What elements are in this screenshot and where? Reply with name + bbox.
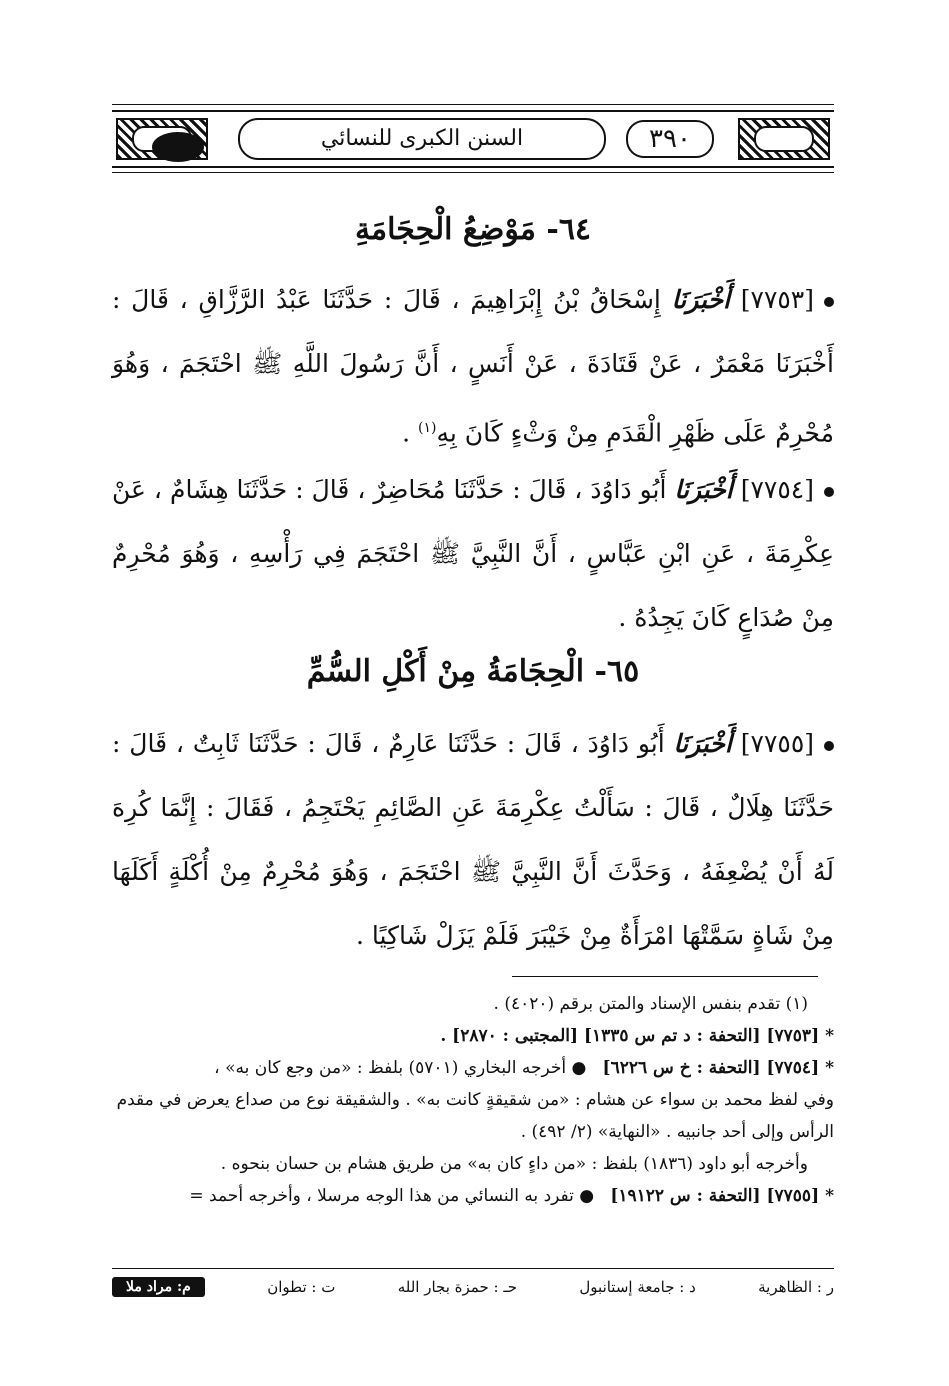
hadith-7753 (112, 268, 834, 465)
hadith-intro: أَخْبَرَنَا (671, 285, 730, 314)
takhrij-7755 (112, 1180, 834, 1212)
hadith-number: [٧٧٥٥] (740, 729, 815, 758)
star-icon: * (825, 1026, 834, 1046)
hadith-7754 (112, 458, 834, 650)
siglum-h: حـ : حمزة بجار الله (397, 1278, 518, 1296)
bottom-rule (112, 1268, 834, 1269)
takhrij-7754 (112, 1052, 834, 1084)
takhrij-7755-ref: [٧٧٥٥] [التحفة : س ١٩١٢٢] (610, 1186, 820, 1206)
hadith-intro: أَخْبَرَنَا (673, 729, 732, 758)
siglum-d: د : جامعة إستانبول (579, 1278, 696, 1296)
bullet-icon (824, 487, 834, 497)
siglum-r: ر : الظاهرية (758, 1278, 834, 1296)
hadith-7755 (112, 712, 834, 968)
page-header (112, 110, 834, 168)
footnote-rule (512, 976, 818, 977)
bullet-icon (824, 741, 834, 751)
siglum-t: ت : تطوان (267, 1278, 336, 1296)
takhrij-7754-d: وأخرجه أبو داود (١٨٣٦) بلفظ : «من داءٍ كان به» من طريق هشام بن حسان بنحوه . (220, 1154, 808, 1174)
hadith-number: [٧٧٥٤] (740, 475, 814, 504)
manuscript-sigla-bar (112, 1272, 834, 1302)
chapter-title-64: ٦٤- مَوْضِعُ الْحِجَامَةِ (354, 212, 592, 247)
takhrij-7754-b: ● أخرجه البخاري (٥٧٠١) بلفظ : «من وجع كان به» ، (214, 1058, 587, 1078)
book-title: السنن الكبرى للنسائي (238, 118, 606, 160)
ornament-left-icon (116, 118, 208, 160)
hadith-end: . (402, 418, 419, 448)
star-icon: * (825, 1186, 834, 1206)
takhrij-7753 (112, 1020, 834, 1052)
siglum-m-badge: م: مراد ملا (112, 1277, 205, 1297)
star-icon: * (825, 1058, 834, 1078)
ornament-left-frame (132, 126, 192, 152)
takhrij-7755-b: ● تفرد به النسائي من هذا الوجه مرسلا ، وأخرجه أحمد = (189, 1186, 595, 1206)
bullet-icon (824, 297, 834, 307)
takhrij-7754-ref: [٧٧٥٤] [التحفة : خ س ٦٢٢٦] (602, 1058, 820, 1078)
header-rule-bottom (112, 172, 834, 173)
hadith-text: أَبُو دَاوُدَ ، قَالَ : حَدَّثَنَا مُحَاضِرٌ ، قَالَ : حَدَّثَنَا هِشَامٌ ، عَنْ عِكْرِمَةَ ، عَنِ ابْنِ عَبَّاسٍ ، أَنَّ النَّبِيَّ ﷺ احْتَجَمَ فِي رَأْسِهِ ، وَهُوَ مُحْرِمٌ مِنْ صُدَاعٍ كَانَ يَجِدُهُ . (112, 475, 834, 632)
footnote-1: (١) تقدم بنفس الإسناد والمتن برقم (٤٠٢٠) . (493, 994, 808, 1014)
hadith-text: أَبُو دَاوُدَ ، قَالَ : حَدَّثَنَا عَارِمٌ ، قَالَ : حَدَّثَنَا ثَابِتٌ ، قَالَ : حَدَّثَنَا هِلَالٌ ، قَالَ : سَأَلْتُ عِكْرِمَةَ عَنِ الصَّائِمِ يَحْتَجِمُ ، فَقَالَ : إِنَّمَا كُرِهَ لَهُ أَنْ يُضْعِفَهُ ، وَحَدَّثَ أَنَّ النَّبِيَّ ﷺ احْتَجَمَ ، وَهُوَ مُحْرِمٌ مِنْ أُكْلَةٍ أَكَلَهَا مِنْ شَاةٍ سَمَّتْهَا امْرَأَةٌ مِنْ خَيْبَرَ فَلَمْ يَزَلْ شَاكِيًا . (112, 729, 834, 950)
takhrij-7754-c: وفي لفظ محمد بن سواء عن هشام : «من شقيقةٍ كانت به» . والشقيقة نوع من صداع يعرض في مقدم الرأس وإلى أحد جانبيه . «النهاية» (٢/ ٤٩٢) . (116, 1090, 834, 1142)
page-number: ٣٩٠ (626, 120, 714, 158)
chapter-title-65: ٦٥- الْحِجَامَةُ مِنْ أَكْلِ السُّمِّ (306, 654, 640, 689)
takhrij-7753-text: [٧٧٥٣] [التحفة : د تم س ١٣٣٥] [المجتبى : ٢٨٧٠] . (440, 1026, 820, 1046)
publisher-seal-icon (152, 132, 204, 162)
hadith-intro: أَخْبَرَنَا (674, 475, 733, 504)
hadith-number: [٧٧٥٣] (740, 285, 814, 314)
header-rule-top (112, 104, 834, 105)
footnotes (112, 988, 834, 1212)
ornament-right-icon (738, 118, 830, 160)
footnote-ref[interactable]: (١) (418, 420, 437, 436)
hadith-text: إِسْحَاقُ بْنُ إِبْرَاهِيمَ ، قَالَ : حَدَّثَنَا عَبْدُ الرَّزَّاقِ ، قَالَ : أَخْبَرَنَا مَعْمَرٌ ، عَنْ قَتَادَةَ ، عَنْ أَنَسٍ ، أَنَّ رَسُولَ اللَّهِ ﷺ احْتَجَمَ ، وَهُوَ مُحْرِمٌ عَلَى ظَهْرِ الْقَدَمِ مِنْ وَثْءٍ كَانَ بِهِ (112, 285, 834, 448)
ornament-right-frame (754, 126, 814, 152)
